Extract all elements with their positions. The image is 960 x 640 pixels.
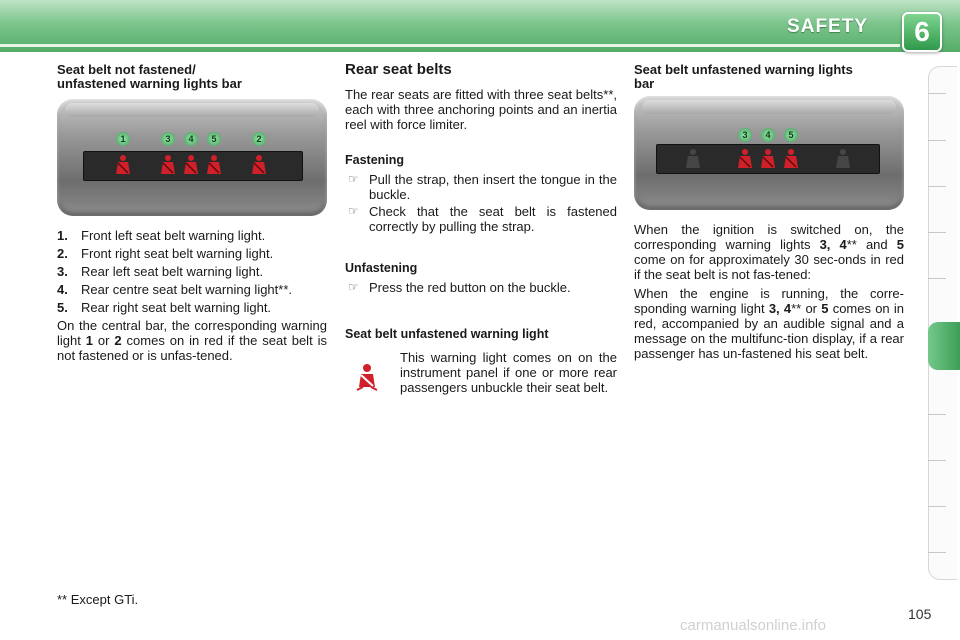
legend-item <box>57 264 327 279</box>
lamp-label: 5 <box>784 128 798 142</box>
section-title: SAFETY <box>787 16 868 37</box>
lamp-label: 2 <box>252 132 266 146</box>
index-divider <box>928 186 946 187</box>
footnote: ** Except GTi. <box>57 592 139 607</box>
index-divider <box>928 140 946 141</box>
panel-highlight <box>65 103 319 117</box>
legend-text: Rear left seat belt warning light. <box>81 264 264 279</box>
seatbelt-warning-icon <box>782 148 800 170</box>
intro-paragraph: The rear seats are fitted with three seat belts**, each with three anchoring points and an inertia reel with force limiter. <box>345 87 617 132</box>
paragraph-emphasis: 5 <box>896 237 904 252</box>
paragraph-emphasis: 1 <box>85 333 93 348</box>
legend-number: 2. <box>57 246 68 261</box>
lamp-label: 4 <box>184 132 198 146</box>
paragraph-text: or <box>93 333 115 348</box>
index-divider <box>928 460 946 461</box>
legend-text: Front right seat belt warning light. <box>81 246 274 261</box>
paragraph-text: comes on in red, accompanied by an audible signal and a message on the multifunc-tion display, if a rear passenger has un-fastened his seat belt. <box>634 301 904 361</box>
right-heading <box>634 63 904 91</box>
page-number: 105 <box>908 606 932 622</box>
rear-warning-lights-bar-image <box>634 96 904 210</box>
index-divider <box>928 414 946 415</box>
lamp-label: 3 <box>738 128 752 142</box>
watermark: carmanualsonline.info <box>680 617 826 634</box>
seatbelt-unlit-icon <box>834 148 852 170</box>
paragraph-text: On the central bar, the corresponding warning light <box>57 318 327 348</box>
engine-running-paragraph <box>634 286 904 361</box>
left-heading <box>57 63 327 91</box>
ignition-paragraph <box>634 222 904 282</box>
seatbelt-warning-icon <box>182 154 200 176</box>
index-divider <box>928 232 946 233</box>
step-text: Check that the seat belt is fastened correctly by pulling the strap. <box>369 204 617 234</box>
seatbelt-warning-icon <box>759 148 777 170</box>
header-divider <box>0 44 900 47</box>
legend-number: 1. <box>57 228 68 243</box>
legend-number: 5. <box>57 300 68 315</box>
index-divider <box>928 506 946 507</box>
right-heading-line: Seat belt unfastened warning lights <box>634 62 853 77</box>
unfastening-step <box>345 280 617 295</box>
pointing-hand-icon: ☞ <box>348 280 359 294</box>
page-header <box>0 0 960 52</box>
legend-number: 4. <box>57 282 68 297</box>
seatbelt-warning-icon <box>114 154 132 176</box>
paragraph-emphasis: 3, 4 <box>768 301 792 316</box>
right-description <box>634 222 904 361</box>
left-heading-line: unfastened warning lights bar <box>57 76 242 91</box>
paragraph-text: When the engine is running, the corre-sponding warning light <box>634 286 904 316</box>
paragraph-text: When the ignition is switched on, the corresponding warning lights <box>634 222 904 252</box>
lamp-label: 1 <box>116 132 130 146</box>
paragraph-emphasis: 3, 4 <box>819 237 847 252</box>
seatbelt-warning-icon <box>351 362 383 394</box>
lamp-label: 5 <box>207 132 221 146</box>
legend-item <box>57 246 327 261</box>
chapter-number-badge: 6 <box>902 12 942 52</box>
seatbelt-unlit-icon <box>684 148 702 170</box>
seatbelt-warning-icon <box>205 154 223 176</box>
warning-lights-legend <box>57 228 327 363</box>
paragraph-emphasis: 5 <box>821 301 829 316</box>
section-heading: Rear seat belts <box>345 61 452 78</box>
unfastening-heading: Unfastening <box>345 261 418 275</box>
legend-item <box>57 282 327 297</box>
seatbelt-warning-icon <box>250 154 268 176</box>
legend-text: Rear right seat belt warning light. <box>81 300 272 315</box>
right-heading-line: bar <box>634 76 655 91</box>
pointing-hand-icon: ☞ <box>348 172 359 186</box>
seatbelt-warning-icon <box>736 148 754 170</box>
lamp-label: 3 <box>161 132 175 146</box>
warning-lights-bar-image <box>57 99 327 216</box>
paragraph-text: comes on in red if the seat belt is not fastened or is unfas-tened. <box>57 333 327 363</box>
warning-light-heading: Seat belt unfastened warning light <box>345 327 549 341</box>
legend-text: Rear centre seat belt warning light**. <box>81 282 293 297</box>
index-divider <box>928 552 946 553</box>
warning-light-description: This warning light comes on on the instrument panel if one or more rear passengers unbuckle their seat belt. <box>400 350 617 395</box>
legend-number: 3. <box>57 264 68 279</box>
legend-item <box>57 228 327 243</box>
legend-item <box>57 300 327 315</box>
step-text: Pull the strap, then insert the tongue in the buckle. <box>369 172 617 202</box>
left-heading-line: Seat belt not fastened/ <box>57 62 196 77</box>
fastening-step <box>345 204 617 234</box>
pointing-hand-icon: ☞ <box>348 204 359 218</box>
paragraph-emphasis: 2 <box>114 333 122 348</box>
index-divider <box>928 278 946 279</box>
fastening-heading: Fastening <box>345 153 405 167</box>
active-chapter-tab[interactable] <box>928 322 960 370</box>
legend-list <box>57 228 327 315</box>
central-bar-paragraph <box>57 318 327 363</box>
fastening-step <box>345 172 617 202</box>
legend-text: Front left seat belt warning light. <box>81 228 266 243</box>
rear-seat-belts-section <box>345 62 617 342</box>
paragraph-text: ** and <box>846 237 897 252</box>
paragraph-text: ** or <box>791 301 822 316</box>
panel-highlight <box>642 100 896 114</box>
step-text: Press the red button on the buckle. <box>369 280 571 295</box>
lamp-label: 4 <box>761 128 775 142</box>
paragraph-text: come on for approximately 30 sec-onds in red if the seat belt is not fas-tened: <box>634 252 904 282</box>
index-divider <box>928 93 946 94</box>
seatbelt-warning-icon <box>159 154 177 176</box>
